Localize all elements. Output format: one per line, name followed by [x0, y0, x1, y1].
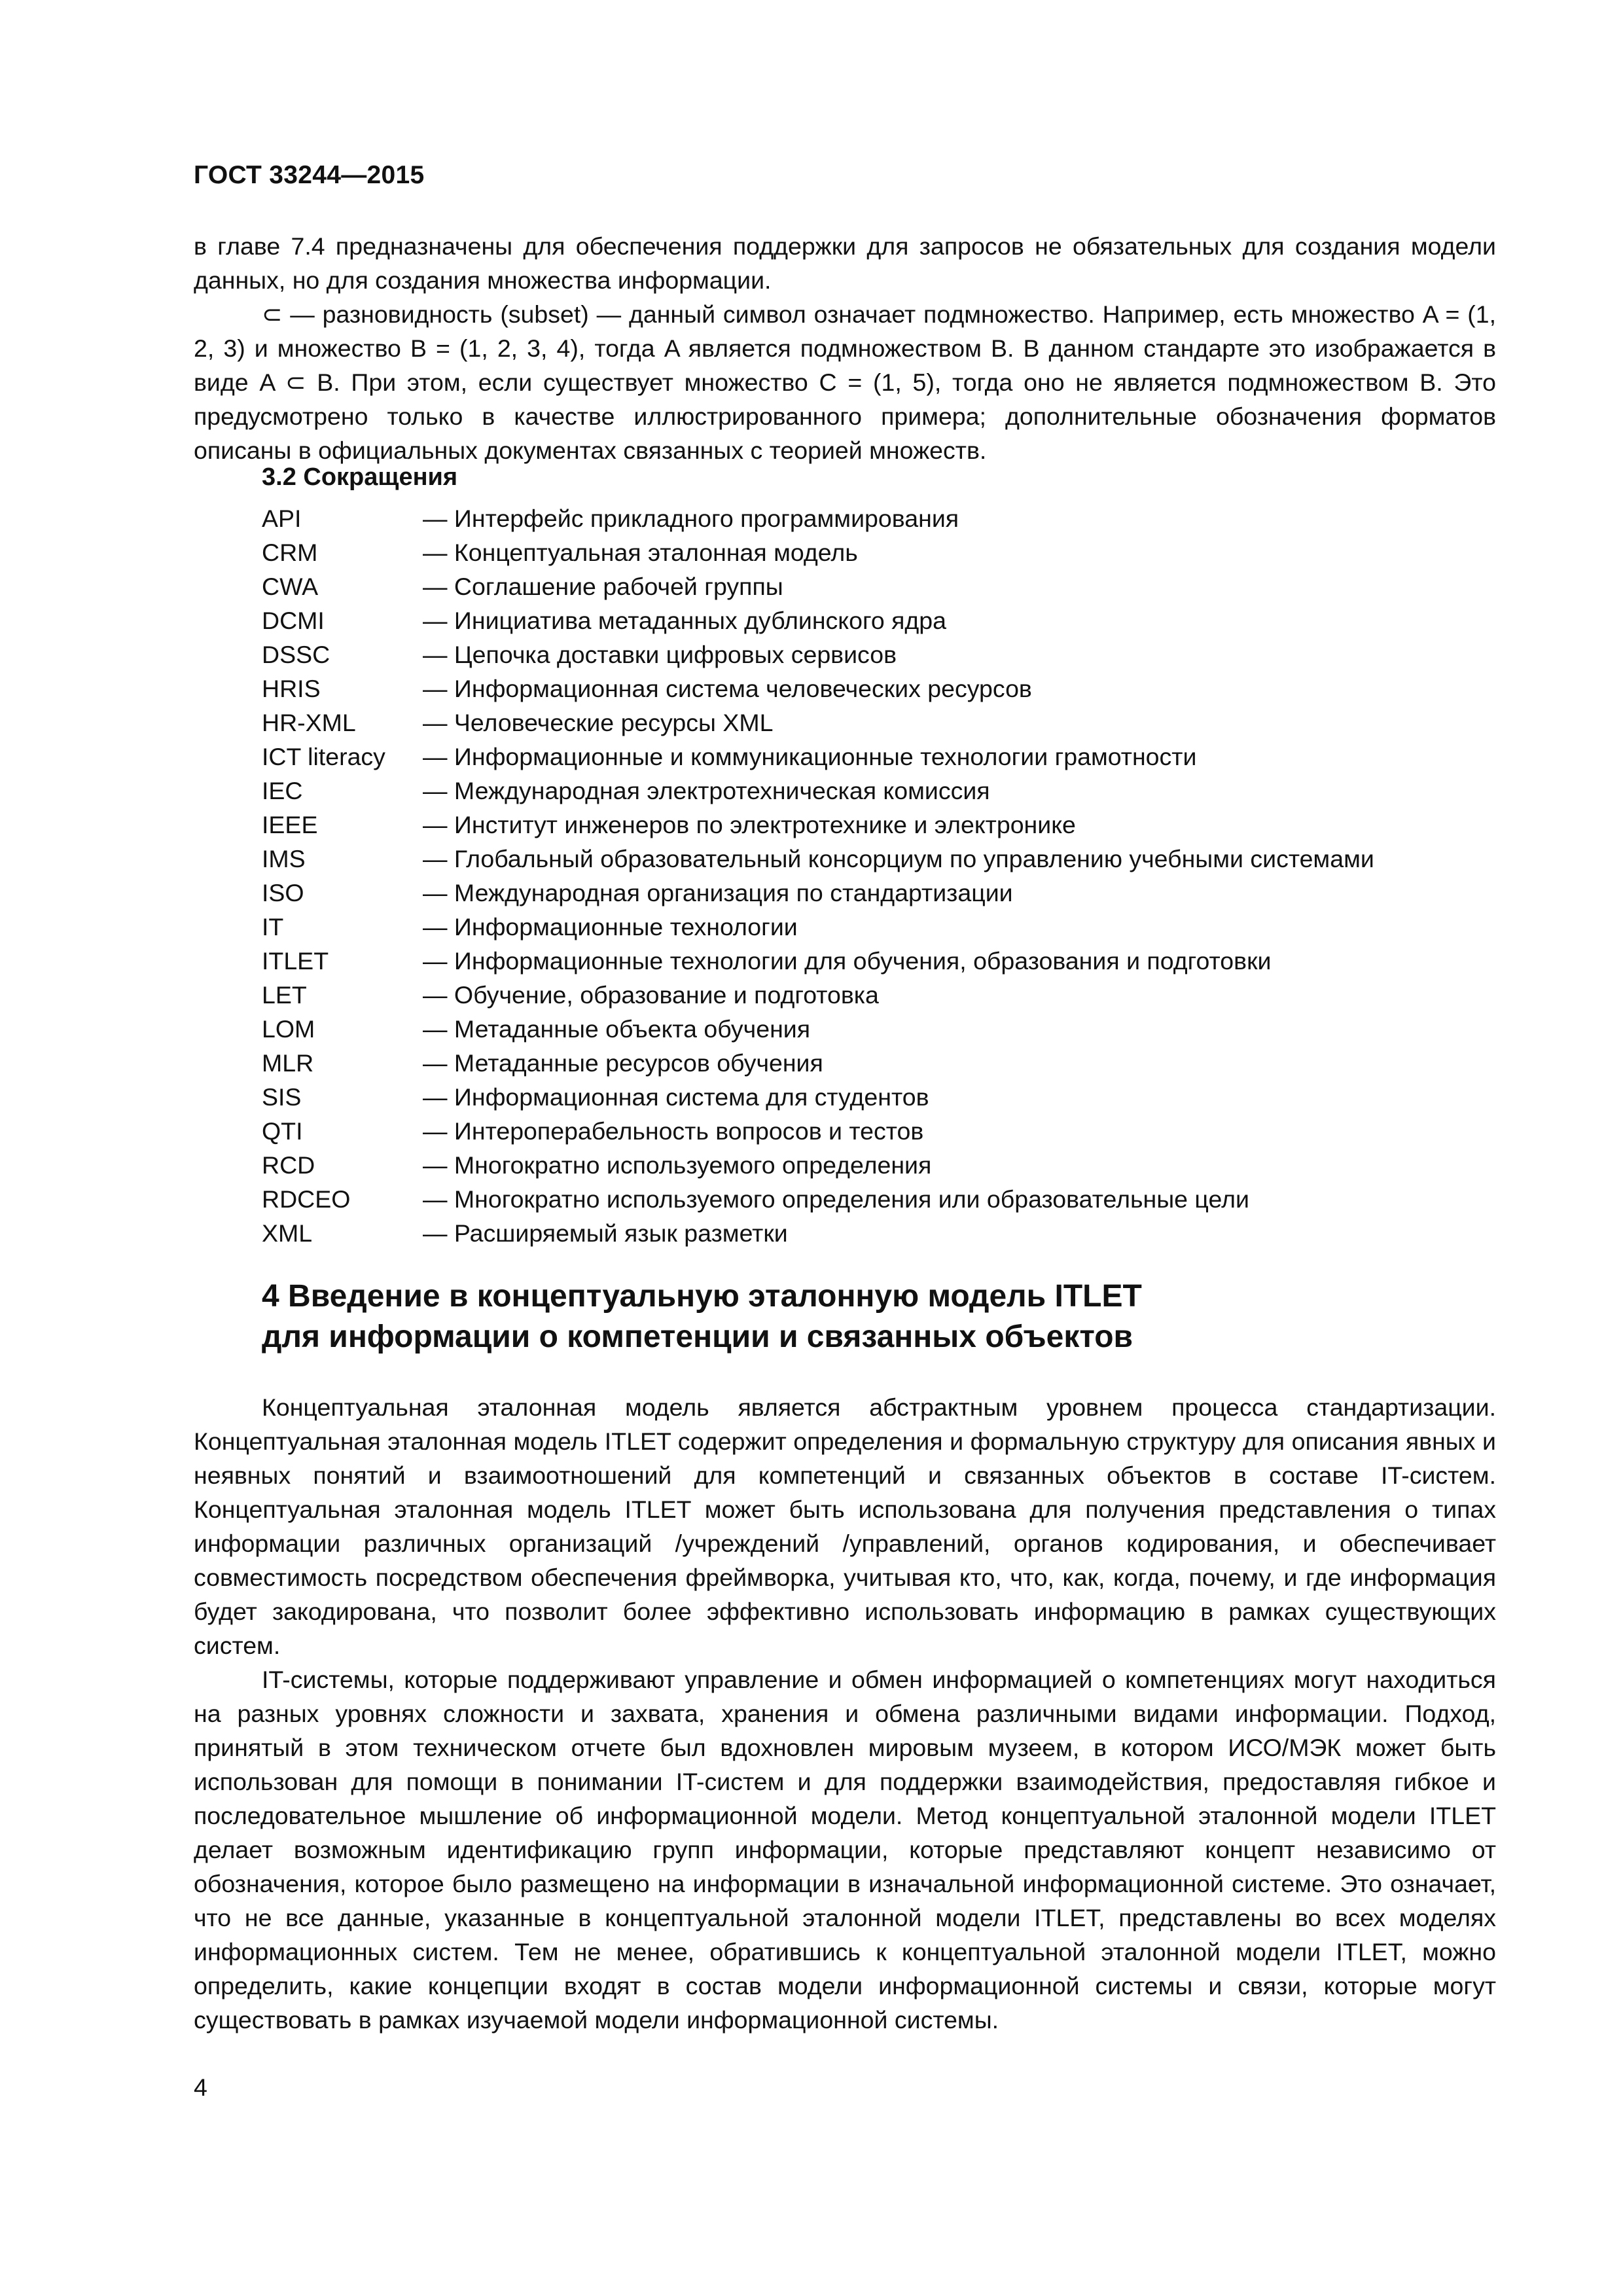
abbreviation-row	[262, 569, 1505, 603]
abbreviation-definition: — Интероперабельность вопросов и тестов	[423, 1117, 924, 1145]
section-4-title-line-2: для информации о компетенции и связанных объектов	[262, 1319, 1133, 1354]
abbreviation-term: IT	[262, 913, 284, 941]
abbreviation-definition: — Концептуальная эталонная модель	[423, 539, 858, 566]
abbreviation-row	[262, 672, 1505, 706]
section-4-paragraph-2: IT-системы, которые поддерживают управление и обмен информацией о компетенциях могут находиться на разных уровнях сложности и захвата, хранения и обмена различными видами информации. Подход, принятый в этом техническом отчете был вдохновлен мировым музеем, в котором ИСО/МЭК может быть использован для помощи в понимании IT-систем и для поддержки взаимодействия, предоставляя гибкое и последовательное мышление об информационной модели. Метод концептуальной эталонной модели ITLET делает возможным идентификацию групп информации, которые представляют концепт независимо от обозначения, которое было размещено на информации в изначальной информационной системе. Это означает, что не все данные, указанные в концептуальной эталонной модели ITLET, представлены во всех моделях информационных систем. Тем не менее, обратившись к концептуальной эталонной модели ITLET, можно определить, какие концепции входят в состав модели информационной системы и связи, которые могут существовать в рамках изучаемой модели информационной системы.	[194, 1666, 1496, 2034]
abbreviation-row	[262, 808, 1505, 842]
abbreviation-term: HRIS	[262, 675, 321, 702]
abbreviation-row	[262, 603, 1505, 637]
abbreviation-term: IMS	[262, 845, 306, 872]
abbreviation-term: QTI	[262, 1117, 303, 1145]
abbreviation-term: RDCEO	[262, 1185, 351, 1213]
abbreviations-title: 3.2 Сокращения	[262, 463, 458, 491]
abbreviation-definition: — Интерфейс прикладного программирования	[423, 505, 959, 532]
abbreviation-term: LET	[262, 981, 307, 1009]
abbreviation-definition: — Расширяемый язык разметки	[423, 1219, 788, 1247]
abbreviation-row	[262, 1114, 1505, 1148]
abbreviation-definition: — Многократно используемого определения	[423, 1151, 932, 1179]
abbreviation-term: XML	[262, 1219, 313, 1247]
page-number: 4	[194, 2073, 207, 2101]
abbreviation-definition: — Информационные и коммуникационные технологии грамотности	[423, 743, 1197, 770]
document-header: ГОСТ 33244—2015	[194, 161, 425, 189]
abbreviation-term: API	[262, 505, 302, 532]
abbreviation-row	[262, 1148, 1505, 1182]
abbreviation-row	[262, 637, 1505, 672]
abbreviation-definition: — Соглашение рабочей группы	[423, 573, 783, 600]
abbreviation-row	[262, 1182, 1505, 1216]
abbreviation-term: MLR	[262, 1049, 314, 1077]
abbreviation-row	[262, 535, 1505, 569]
abbreviation-definition: — Информационная система для студентов	[423, 1083, 929, 1111]
abbreviation-definition: — Инициатива метаданных дублинского ядра	[423, 607, 947, 634]
abbreviation-term: ICT literacy	[262, 743, 385, 770]
abbreviation-definition: — Цепочка доставки цифровых сервисов	[423, 641, 897, 668]
abbreviation-term: RCD	[262, 1151, 315, 1179]
abbreviation-term: IEEE	[262, 811, 318, 838]
abbreviation-definition: — Многократно используемого определения или образовательные цели	[423, 1185, 1249, 1213]
section-4-title	[262, 1276, 1142, 1357]
abbreviation-definition: — Институт инженеров по электротехнике и электронике	[423, 811, 1076, 838]
abbreviation-definition: — Глобальный образовательный консорциум по управлению учебными системами	[423, 845, 1374, 872]
abbreviation-row	[262, 1012, 1505, 1046]
abbreviation-term: LOM	[262, 1015, 315, 1043]
abbreviation-term: ISO	[262, 879, 304, 906]
abbreviation-term: IEC	[262, 777, 303, 804]
abbreviation-row	[262, 501, 1505, 535]
abbreviation-definition: — Международная электротехническая комиссия	[423, 777, 990, 804]
abbreviation-row	[262, 842, 1505, 876]
abbreviation-definition: — Метаданные объекта обучения	[423, 1015, 811, 1043]
abbreviation-row	[262, 774, 1505, 808]
abbreviation-term: DCMI	[262, 607, 325, 634]
abbreviation-row	[262, 1046, 1505, 1080]
abbreviation-definition: — Информационные технологии для обучения, образования и подготовки	[423, 947, 1272, 975]
abbreviation-definition: — Обучение, образование и подготовка	[423, 981, 879, 1009]
abbreviation-row	[262, 944, 1505, 978]
abbreviation-definition: — Метаданные ресурсов обучения	[423, 1049, 823, 1077]
abbreviation-row	[262, 910, 1505, 944]
abbreviation-row	[262, 876, 1505, 910]
abbreviation-row	[262, 978, 1505, 1012]
abbreviation-term: DSSC	[262, 641, 330, 668]
section-4-title-line-1: 4 Введение в концептуальную эталонную модель ITLET	[262, 1279, 1142, 1314]
abbreviation-term: CWA	[262, 573, 319, 600]
abbreviation-definition: — Информационные технологии	[423, 913, 798, 941]
abbreviations-list	[262, 501, 1505, 1250]
abbreviation-definition: — Человеческие ресурсы XML	[423, 709, 774, 736]
intro-paragraph-subset: ⊂ — разновидность (subset) — данный символ означает подмножество. Например, есть множество A = (1, 2, 3) и множество B = (1, 2, 3, 4), тогда A является подмножеством B. В данном стандарте это изображается в виде A ⊂ B. При этом, если существует множество C = (1, 5), тогда оно не является подмножеством B. Это предусмотрено только в качестве иллюстрированного примера; дополнительные обозначения форматов описаны в официальных документах связанных с теорией множеств.	[194, 300, 1496, 464]
abbreviation-term: CRM	[262, 539, 318, 566]
abbreviation-row	[262, 706, 1505, 740]
abbreviation-term: SIS	[262, 1083, 302, 1111]
abbreviation-definition: — Информационная система человеческих ресурсов	[423, 675, 1032, 702]
abbreviation-row	[262, 1216, 1505, 1250]
abbreviation-row	[262, 1080, 1505, 1114]
abbreviation-definition: — Международная организация по стандартизации	[423, 879, 1013, 906]
section-4-paragraph-1: Концептуальная эталонная модель является абстрактным уровнем процесса стандартизации. Концептуальная эталонная модель ITLET содержит определения и формальную структуру для описания явных и неявных понятий и взаимоотношений для компетенций и связанных объектов в составе IT-систем. Концептуальная эталонная модель ITLET может быть использована для получения представления о типах информации различных организаций /учреждений /управлений, органов кодирования, и обеспечивает совместимость посредством обеспечения фреймворка, учитывая кто, что, как, когда, почему, и где информация будет закодирована, что позволит более эффективно использовать информацию в рамках существующих систем.	[194, 1393, 1496, 1659]
abbreviation-row	[262, 740, 1505, 774]
abbreviation-term: ITLET	[262, 947, 329, 975]
abbreviation-term: HR-XML	[262, 709, 356, 736]
intro-paragraph-1: в главе 7.4 предназначены для обеспечения поддержки для запросов не обязательных для создания модели данных, но для создания множества информации.	[194, 232, 1496, 294]
